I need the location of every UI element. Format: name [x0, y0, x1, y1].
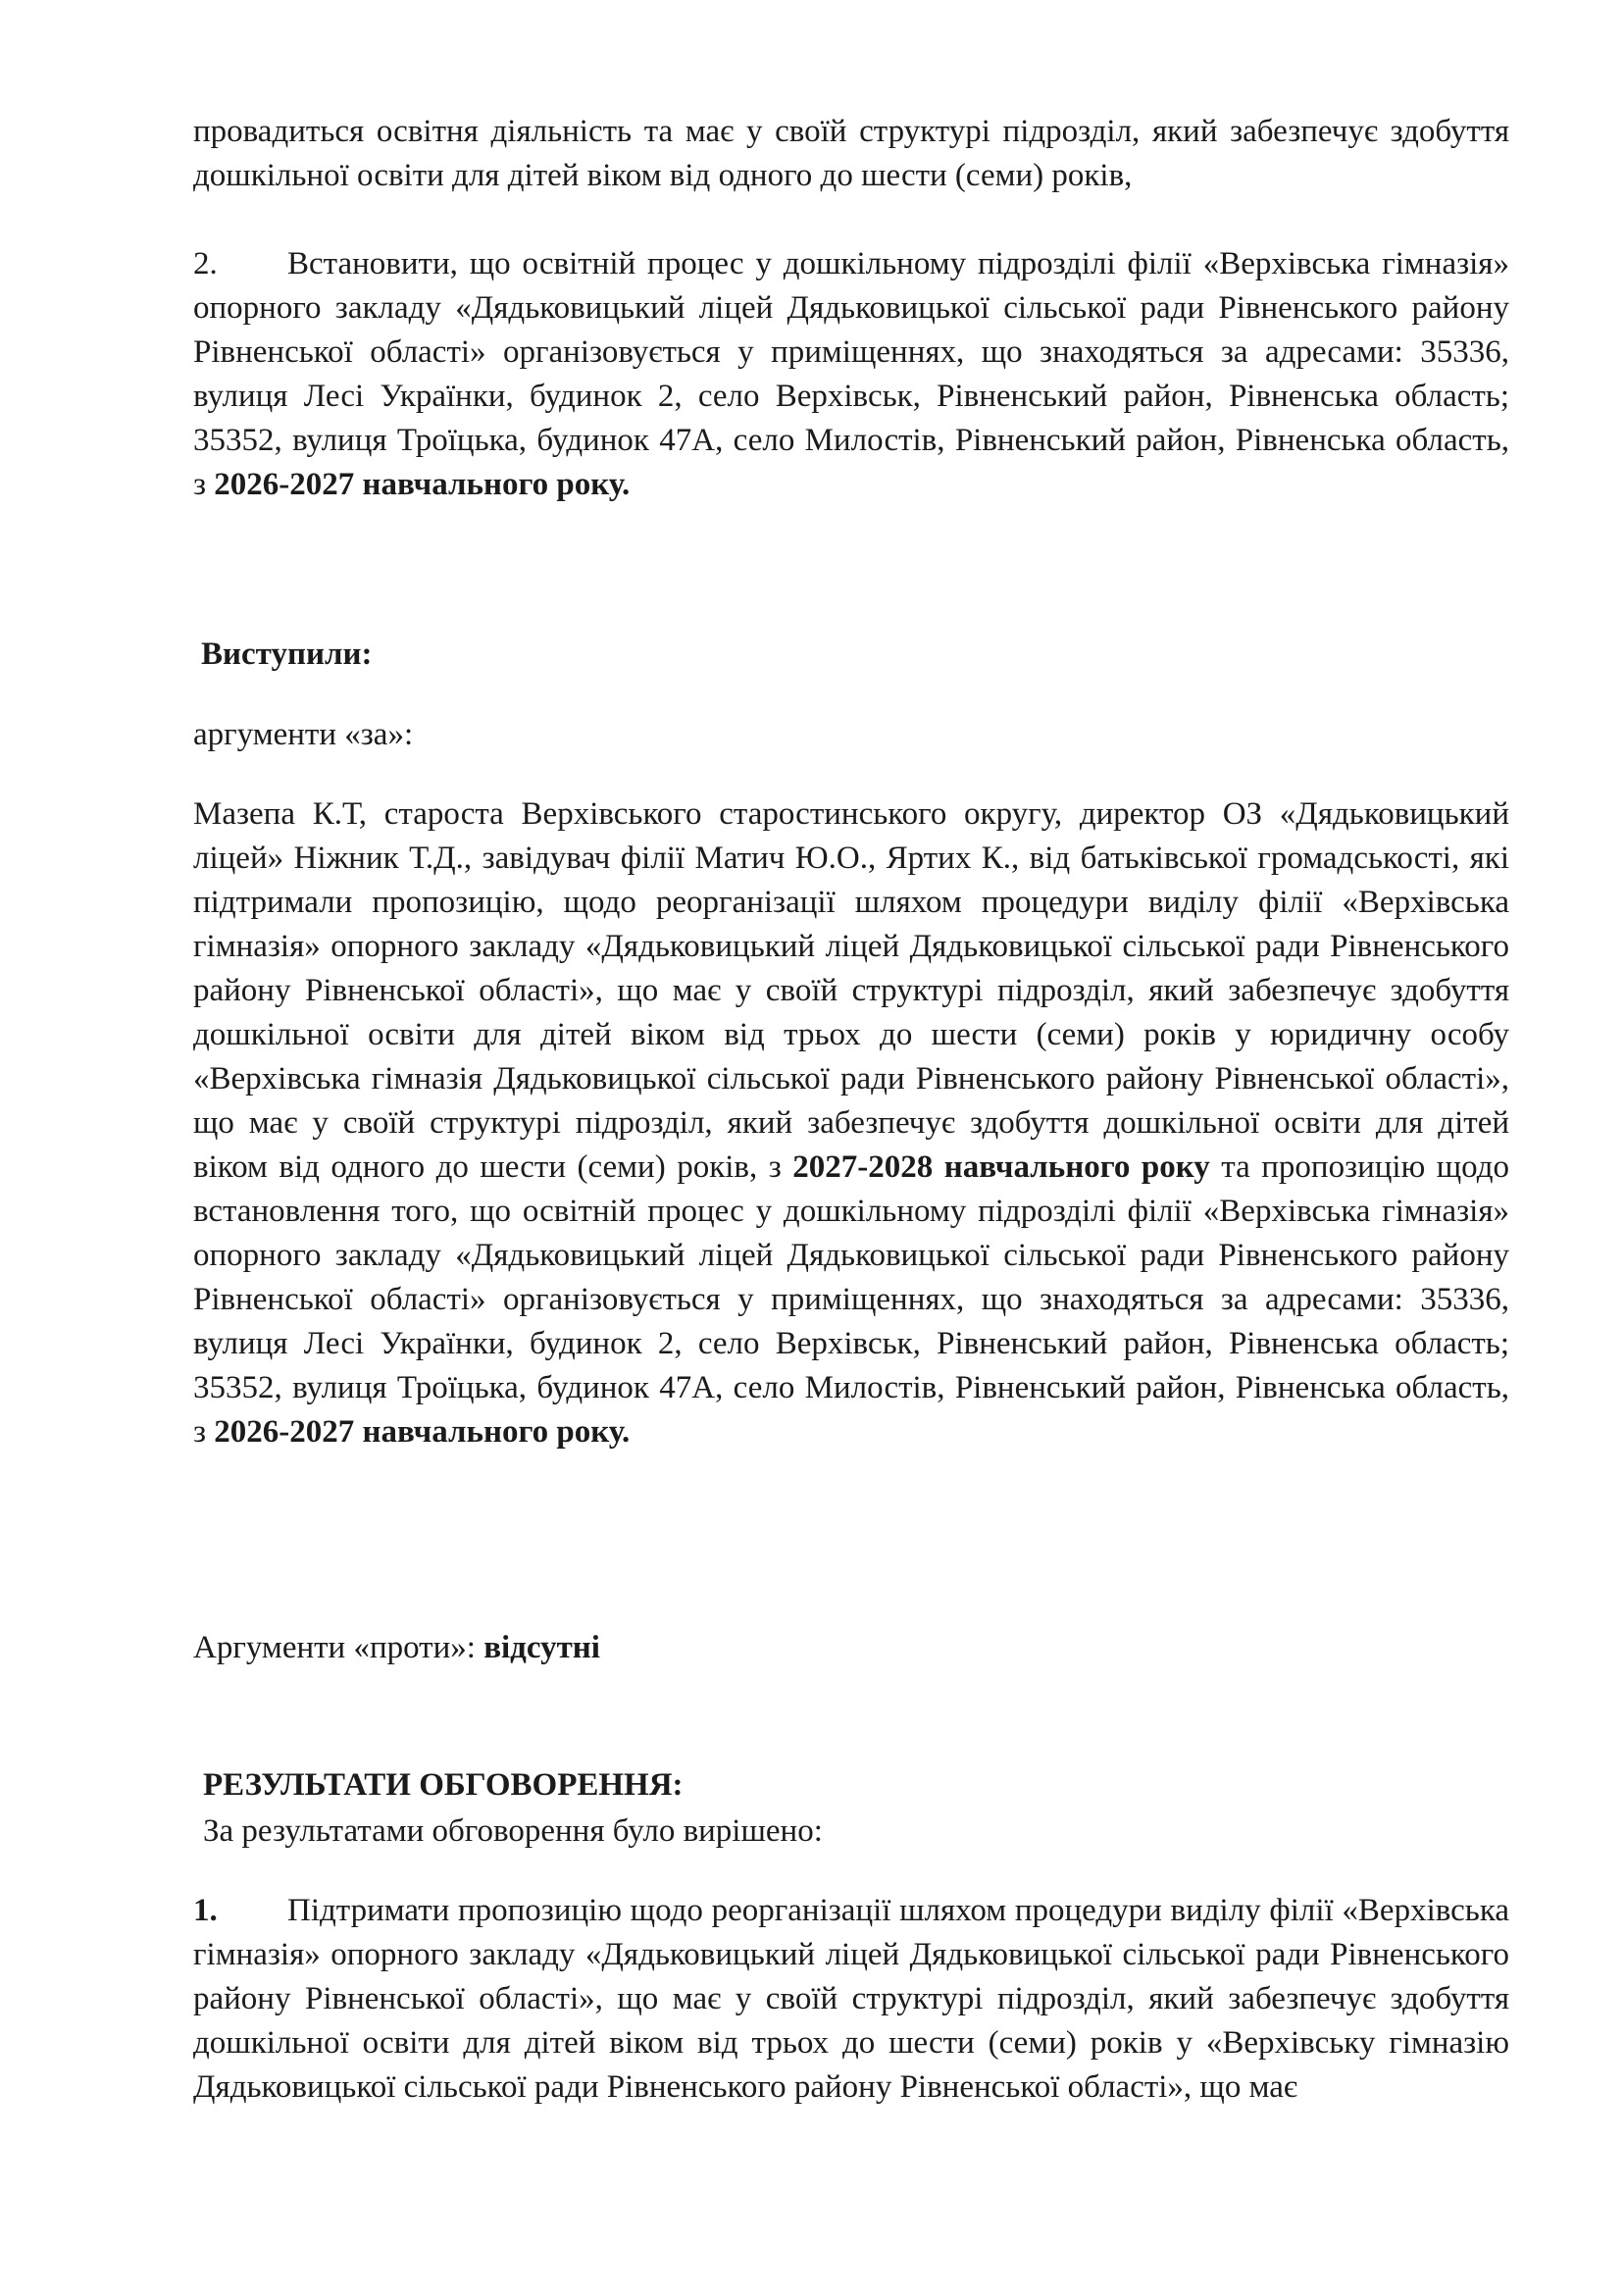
con-value: відсутні — [483, 1630, 600, 1665]
paragraph-text: Встановити, що освітній процес у дошкільному підрозділі філії «Верхівська гімназія» опорного закладу «Дядьковицький ліцей Дядьковицької сільської ради Рівненського району Рівненської області» організовується у приміщеннях, що знаходяться за адресами: 35336, вулиця Лесі Українки, будинок 2, село Верхівськ, Рівненський район, Рівненська область; 35352, вулиця Троїцька, будинок 47А, село Милостів, Рівненський район, Рівненська область, — [193, 246, 1509, 458]
item-number: 2. — [193, 246, 218, 281]
bold-year: 2026-2027 навчального року. — [214, 467, 631, 502]
results-intro: За результатами обговорення було вирішено: — [203, 1813, 823, 1849]
pro-arguments-paragraph — [193, 792, 1509, 1454]
paragraph-text: Підтримати пропозицію щодо реорганізації шляхом процедури виділу філії «Верхівська гімназія» опорного закладу «Дядьковицький ліцей Дядьковицької сільської ради Рівненського району Рівненської області», що має у своїй структурі підрозділ, який забезпечує здобуття дошкільної освіти для дітей віком від трьох до шести (семи) років у «Верхівську гімназію Дядьковицької сільської ради Рівненського району Рівненської області», що має — [193, 1893, 1509, 2105]
item-number: 1. — [193, 1893, 218, 1928]
results-heading: РЕЗУЛЬТАТИ ОБГОВОРЕННЯ: — [203, 1767, 684, 1803]
paragraph-text: Мазепа К.Т, староста Верхівського старостинського округу, директор ОЗ «Дядьковицький ліцей» Ніжник Т.Д., завідувач філії Матич Ю.О., Яртих К., від батьківської громадськості, які підтримали пропозицію, щодо реорганізації шляхом процедури виділу філії «Верхівська гімназія» опорного закладу «Дядьковицький ліцей Дядьковицької сільської ради Рівненського району Рівненської області», що має у своїй структурі підрозділ, який забезпечує здобуття дошкільної освіти для дітей віком від трьох до шести (семи) років у юридичну особу «Верхівська гімназія Дядьковицької сільської ради Рівненського району Рівненської області», що має у своїй структурі підрозділ, який забезпечує здобуття дошкільної освіти для дітей віком від одного до шести (семи) років, з — [193, 796, 1509, 1185]
result-item-1 — [193, 1889, 1509, 2110]
con-label: Аргументи «проти»: — [193, 1630, 476, 1665]
bold-year: 2026-2027 навчального року. — [214, 1414, 631, 1450]
pro-label: аргументи «за»: — [193, 717, 414, 752]
speakers-heading: Виступили: — [201, 637, 373, 672]
text-prefix: з — [193, 467, 207, 502]
con-arguments — [193, 1626, 1509, 1670]
paragraph-text: провадиться освітня діяльність та має у своїй структурі підрозділ, який забезпечує здобуття дошкільної освіти для дітей віком від одного до шести (семи) років, — [193, 114, 1509, 193]
paragraph-continuation — [193, 110, 1509, 198]
bold-year: 2027-2028 навчального року — [792, 1149, 1210, 1185]
paragraph-item-2 — [193, 242, 1509, 507]
paragraph-text: та пропозицію щодо встановлення того, що освітній процес у дошкільному підрозділі філії «Верхівська гімназія» опорного закладу «Дядьковицький ліцей Дядьковицької сільської ради Рівненського району Рівненської області» організовується у приміщеннях, що знаходяться за адресами: 35336, вулиця Лесі Українки, будинок 2, село Верхівськ, Рівненський район, Рівненська область; 35352, вулиця Троїцька, будинок 47А, село Милостів, Рівненський район, Рівненська область, з — [193, 1149, 1509, 1450]
